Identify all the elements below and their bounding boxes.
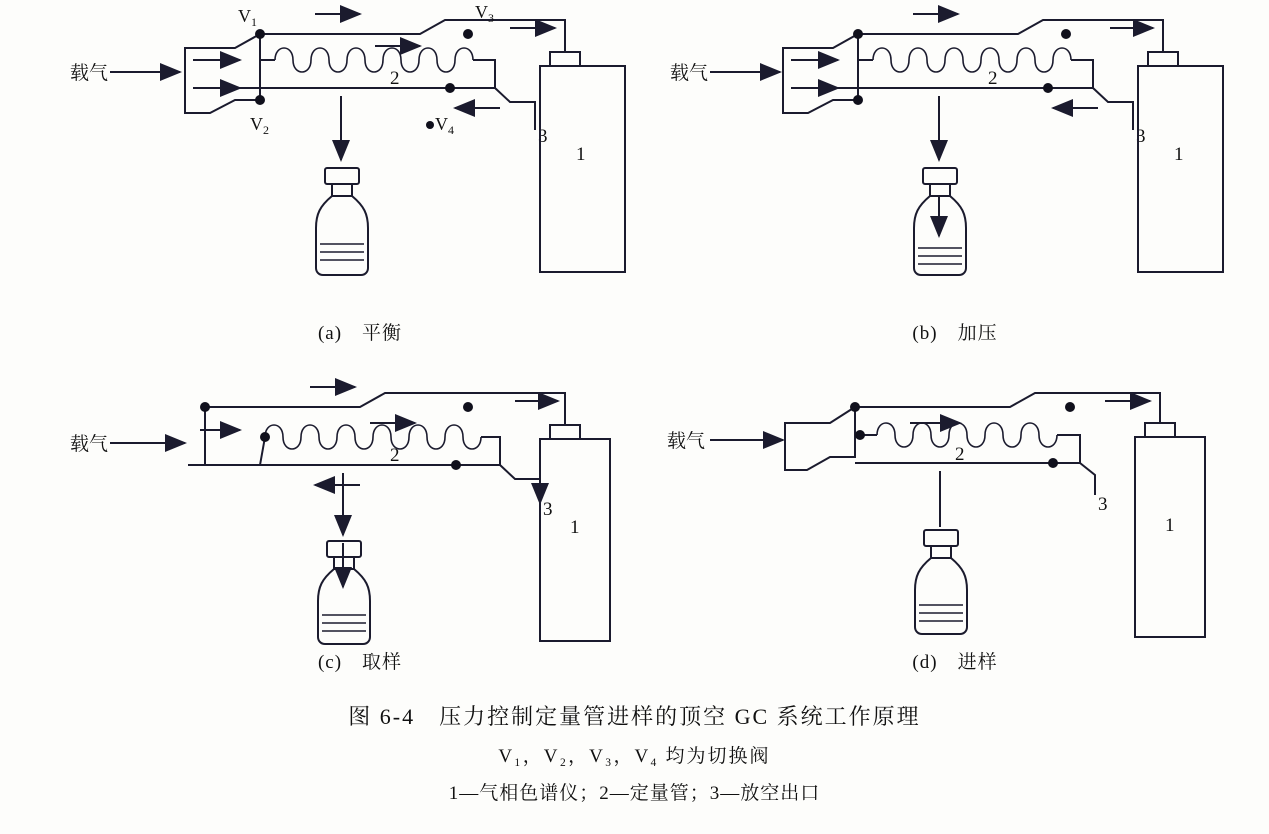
vent-line bbox=[495, 88, 535, 130]
panel-c bbox=[60, 375, 660, 673]
figure-caption bbox=[0, 700, 1269, 805]
panel-c-carrier-label: 载气 bbox=[70, 434, 109, 455]
panel-d-carrier-label: 载气 bbox=[667, 431, 706, 452]
panel-d-caption: (d) 进样 bbox=[912, 652, 998, 673]
sample-vial bbox=[316, 168, 368, 275]
sample-vial bbox=[318, 541, 370, 644]
valve-node-v4 bbox=[445, 83, 455, 93]
figure-subtitle-legend: 1—气相色谱仪；2—定量管；3—放空出口 bbox=[448, 783, 821, 804]
panel-b bbox=[655, 0, 1255, 344]
sample-loop-coil bbox=[275, 48, 473, 72]
panel-b-loop-label: 2 bbox=[988, 68, 998, 89]
valve-node-v3 bbox=[463, 29, 473, 39]
panel-a-vent-label: 3 bbox=[538, 126, 548, 147]
loop-right-stub bbox=[481, 437, 500, 465]
gc-instrument bbox=[1135, 423, 1205, 637]
gc-instrument bbox=[540, 425, 610, 641]
stray-dot bbox=[426, 121, 434, 129]
sample-vial bbox=[914, 168, 966, 275]
panel-a-gc-label: 1 bbox=[576, 144, 586, 165]
gc-instrument bbox=[1138, 52, 1223, 272]
panel-a-loop-label: 2 bbox=[390, 68, 400, 89]
panel-a-valve-v4: $V_4$ bbox=[435, 114, 454, 137]
panel-a-valve-v1: $V_1$ bbox=[238, 6, 257, 29]
sample-loop-coil bbox=[873, 48, 1071, 72]
valve-node-v2 bbox=[255, 95, 265, 105]
panel-c-vent-label: 3 bbox=[543, 499, 553, 520]
valve-node-loop-left bbox=[260, 432, 270, 442]
top-transfer-line bbox=[260, 20, 565, 52]
panel-d bbox=[655, 375, 1255, 673]
valve-node-top-left bbox=[853, 29, 863, 39]
top-transfer-line bbox=[205, 393, 565, 465]
panel-b-carrier-label: 载气 bbox=[670, 63, 709, 84]
valve-node-top-right bbox=[1061, 29, 1071, 39]
gc-instrument bbox=[540, 52, 625, 272]
panel-c-caption: (c) 取样 bbox=[317, 652, 403, 673]
left-valve-body bbox=[783, 34, 858, 113]
sample-loop-coil bbox=[877, 423, 1057, 447]
panel-c-loop-label: 2 bbox=[390, 445, 400, 466]
figure-title: 图 6-4 压力控制定量管进样的顶空 GC 系统工作原理 bbox=[348, 704, 921, 729]
panel-a-caption: (a) 平衡 bbox=[317, 323, 403, 344]
left-valve-body bbox=[785, 407, 855, 470]
panel-a bbox=[60, 0, 660, 344]
figure-subtitle-valves: V₁，V₂，V₃，V₄ 均为切换阀 bbox=[498, 746, 771, 767]
valve-node-top-left bbox=[850, 402, 860, 412]
sample-vial bbox=[915, 530, 967, 634]
sample-loop-coil bbox=[265, 425, 481, 449]
valve-node-top-right bbox=[463, 402, 473, 412]
valve-node-bottom-left bbox=[853, 95, 863, 105]
vent-line bbox=[1080, 463, 1095, 495]
panel-b-caption: (b) 加压 bbox=[912, 323, 998, 344]
vent-line bbox=[500, 465, 540, 503]
panel-a-valve-v3: $V_3$ bbox=[475, 2, 494, 25]
valve-node-bottom-right bbox=[1048, 458, 1058, 468]
top-transfer-line bbox=[855, 393, 1160, 423]
panel-c-gc-label: 1 bbox=[570, 517, 580, 538]
panel-b-vent-label: 3 bbox=[1136, 126, 1146, 147]
left-valve-body bbox=[188, 437, 265, 465]
valve-node-top-left bbox=[200, 402, 210, 412]
panel-b-gc-label: 1 bbox=[1174, 144, 1184, 165]
panel-d-gc-label: 1 bbox=[1165, 515, 1175, 536]
valve-node-top-right bbox=[1065, 402, 1075, 412]
valve-node-bottom-right bbox=[1043, 83, 1053, 93]
valve-node-bottom-right bbox=[451, 460, 461, 470]
valve-node-loop-left bbox=[855, 430, 865, 440]
left-valve-body bbox=[185, 34, 260, 113]
panel-a-carrier-label: 载气 bbox=[70, 63, 109, 84]
top-transfer-line bbox=[858, 20, 1163, 52]
panel-d-vent-label: 3 bbox=[1098, 494, 1108, 515]
panel-d-loop-label: 2 bbox=[955, 444, 965, 465]
vent-line bbox=[1093, 88, 1133, 130]
valve-node-v1 bbox=[255, 29, 265, 39]
loop-right-stub bbox=[1071, 60, 1093, 88]
panel-a-valve-v2: $V_2$ bbox=[250, 114, 269, 137]
loop-right-stub bbox=[1057, 435, 1080, 463]
loop-right-stub bbox=[473, 60, 495, 88]
